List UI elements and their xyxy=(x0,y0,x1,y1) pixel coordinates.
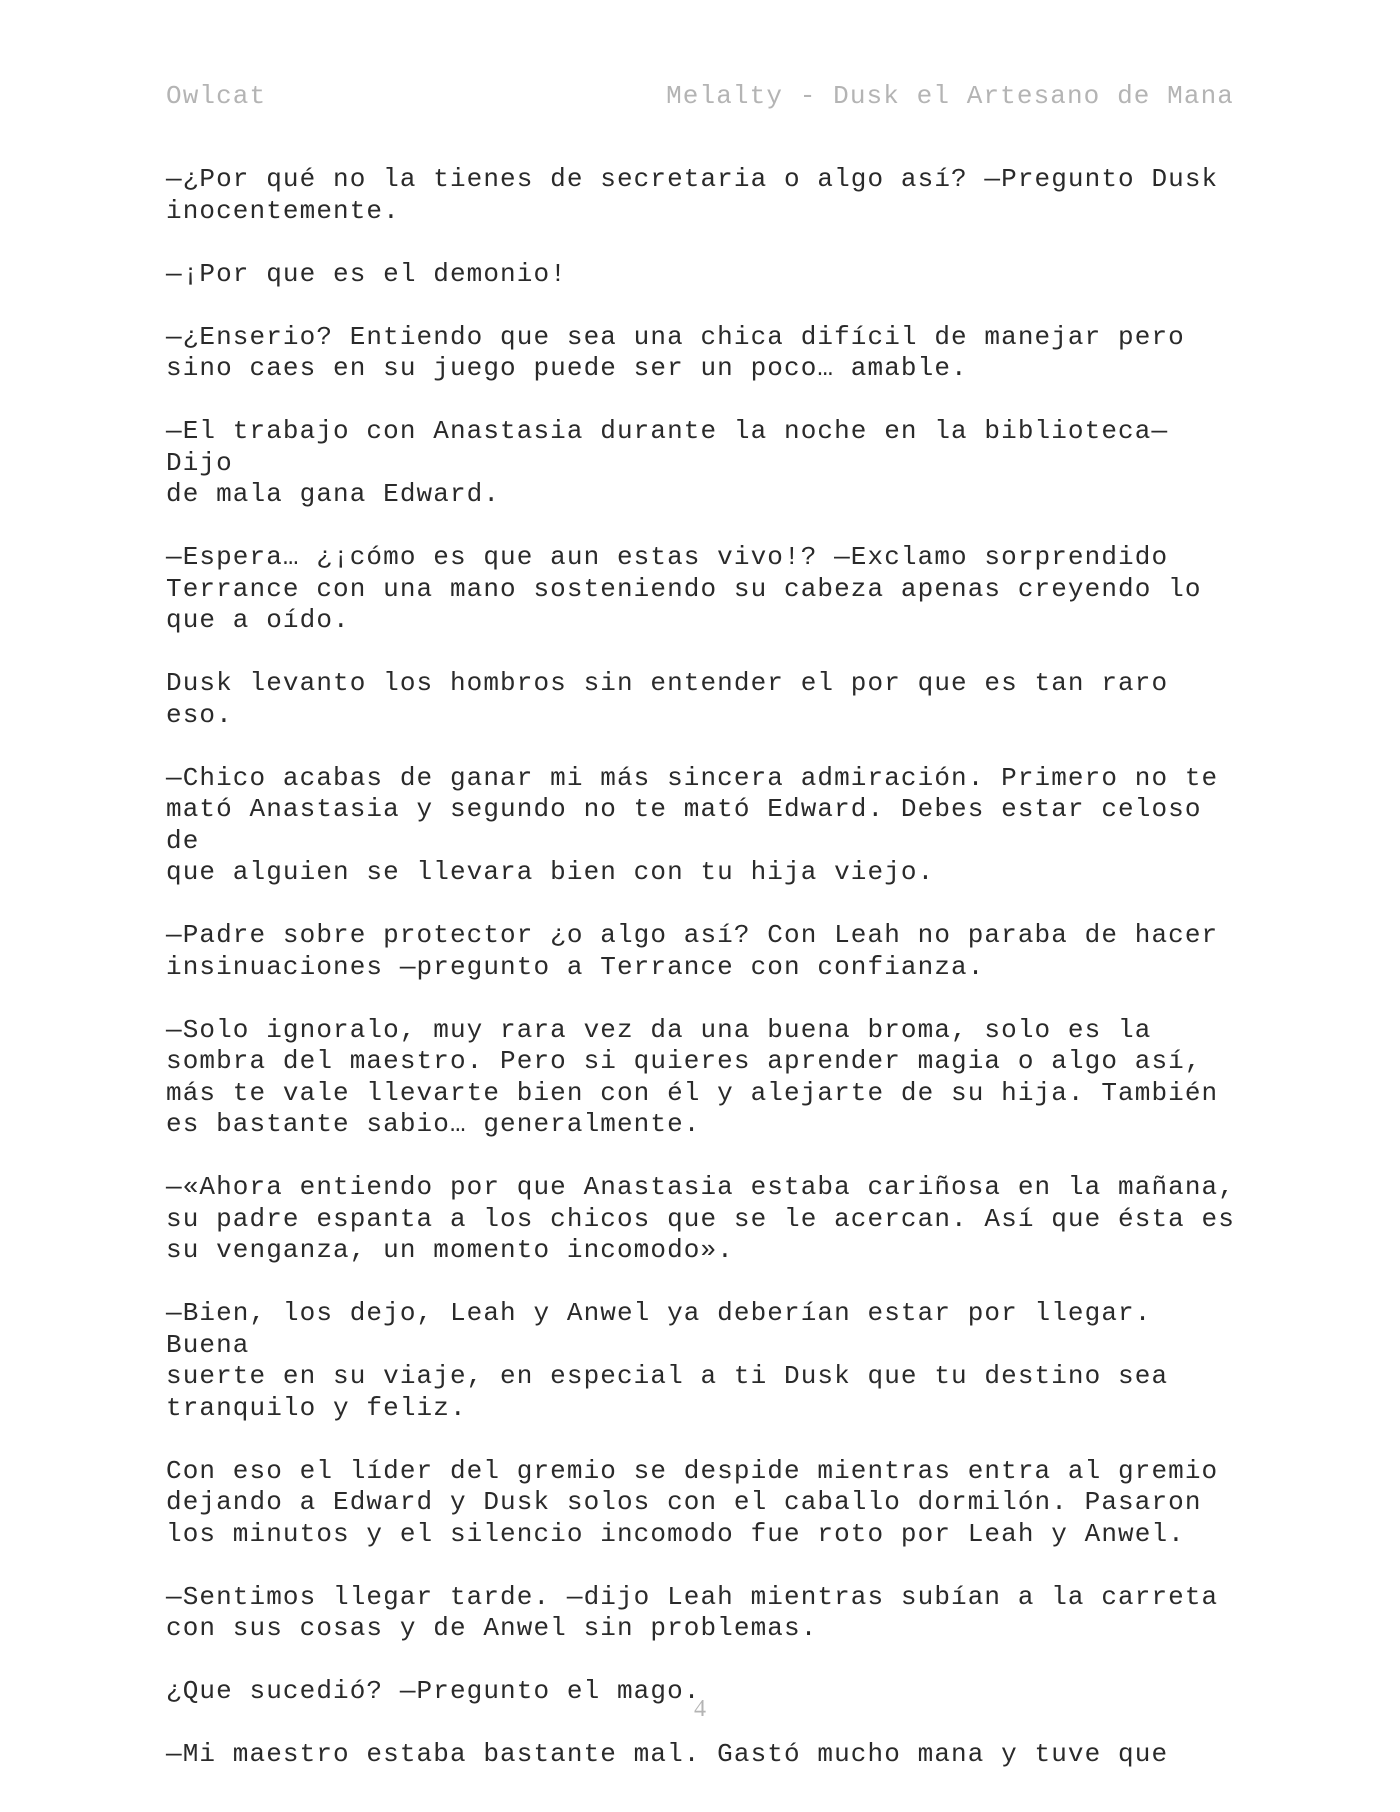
header-title: Melalty - Dusk el Artesano de Mana xyxy=(666,81,1234,111)
page-header xyxy=(166,80,1234,112)
paragraph: Dusk levanto los hombros sin entender el por que es tan raro eso. xyxy=(166,668,1185,730)
paragraph: —El trabajo con Anastasia durante la noche en la biblioteca— Dijo de mala gana Edward. xyxy=(166,416,1169,509)
paragraph: —Chico acabas de ganar mi más sincera admiración. Primero no te mató Anastasia y segundo no te mató Edward. Debes estar celoso de que alguien se llevara bien con tu hija viejo. xyxy=(166,762,1219,887)
paragraph: —Mi maestro estaba bastante mal. Gastó mucho mana y tuve que xyxy=(166,1739,1169,1769)
paragraph: —Bien, los dejo, Leah y Anwel ya deberían estar por llegar. Buena suerte en su viaje, en especial a ti Dusk que tu destino sea tranquilo y feliz. xyxy=(166,1298,1169,1423)
paragraph: —«Ahora entiendo por que Anastasia estaba cariñosa en la mañana, su padre espanta a los chicos que se le acercan. Así que ésta es su venganza, un momento incomodo». xyxy=(166,1172,1235,1265)
paragraph: —¿Enserio? Entiendo que sea una chica difícil de manejar pero sino caes en su juego puede ser un poco… amable. xyxy=(166,321,1185,383)
paragraph: —Padre sobre protector ¿o algo así? Con Leah no paraba de hacer insinuaciones —pregunto a Terrance con confianza. xyxy=(166,920,1219,982)
header-author: Owlcat xyxy=(166,81,267,111)
paragraph: —Espera… ¿¡cómo es que aun estas vivo!? —Exclamo sorprendido Terrance con una mano sosteniendo su cabeza apenas creyendo lo que a oído. xyxy=(166,542,1202,635)
paragraph: ¿Que sucedió? —Pregunto el mago. xyxy=(166,1676,701,1706)
paragraph: —¡Por que es el demonio! xyxy=(166,258,567,289)
paragraph: —Sentimos llegar tarde. —dijo Leah mientras subían a la carreta con sus cosas y de Anwel sin problemas. xyxy=(166,1581,1219,1643)
paragraph: —¿Por qué no la tienes de secretaria o algo así? —Pregunto Dusk inocentemente. xyxy=(166,164,1219,226)
page-number: 4 xyxy=(694,1696,706,1722)
paragraph: Con eso el líder del gremio se despide mientras entra al gremio dejando a Edward y Dusk solos con el caballo dormilón. Pasaron los minutos y el silencio incomodo fue roto por Leah y Anwel. xyxy=(166,1455,1219,1549)
paragraph: —Solo ignoralo, muy rara vez da una buena broma, solo es la sombra del maestro. Pero si quieres aprender magia o algo así, más te vale llevarte bien con él y alejarte de su hija. También es bastante sabio… generalmente. xyxy=(166,1014,1219,1139)
body-text xyxy=(166,164,1241,1802)
